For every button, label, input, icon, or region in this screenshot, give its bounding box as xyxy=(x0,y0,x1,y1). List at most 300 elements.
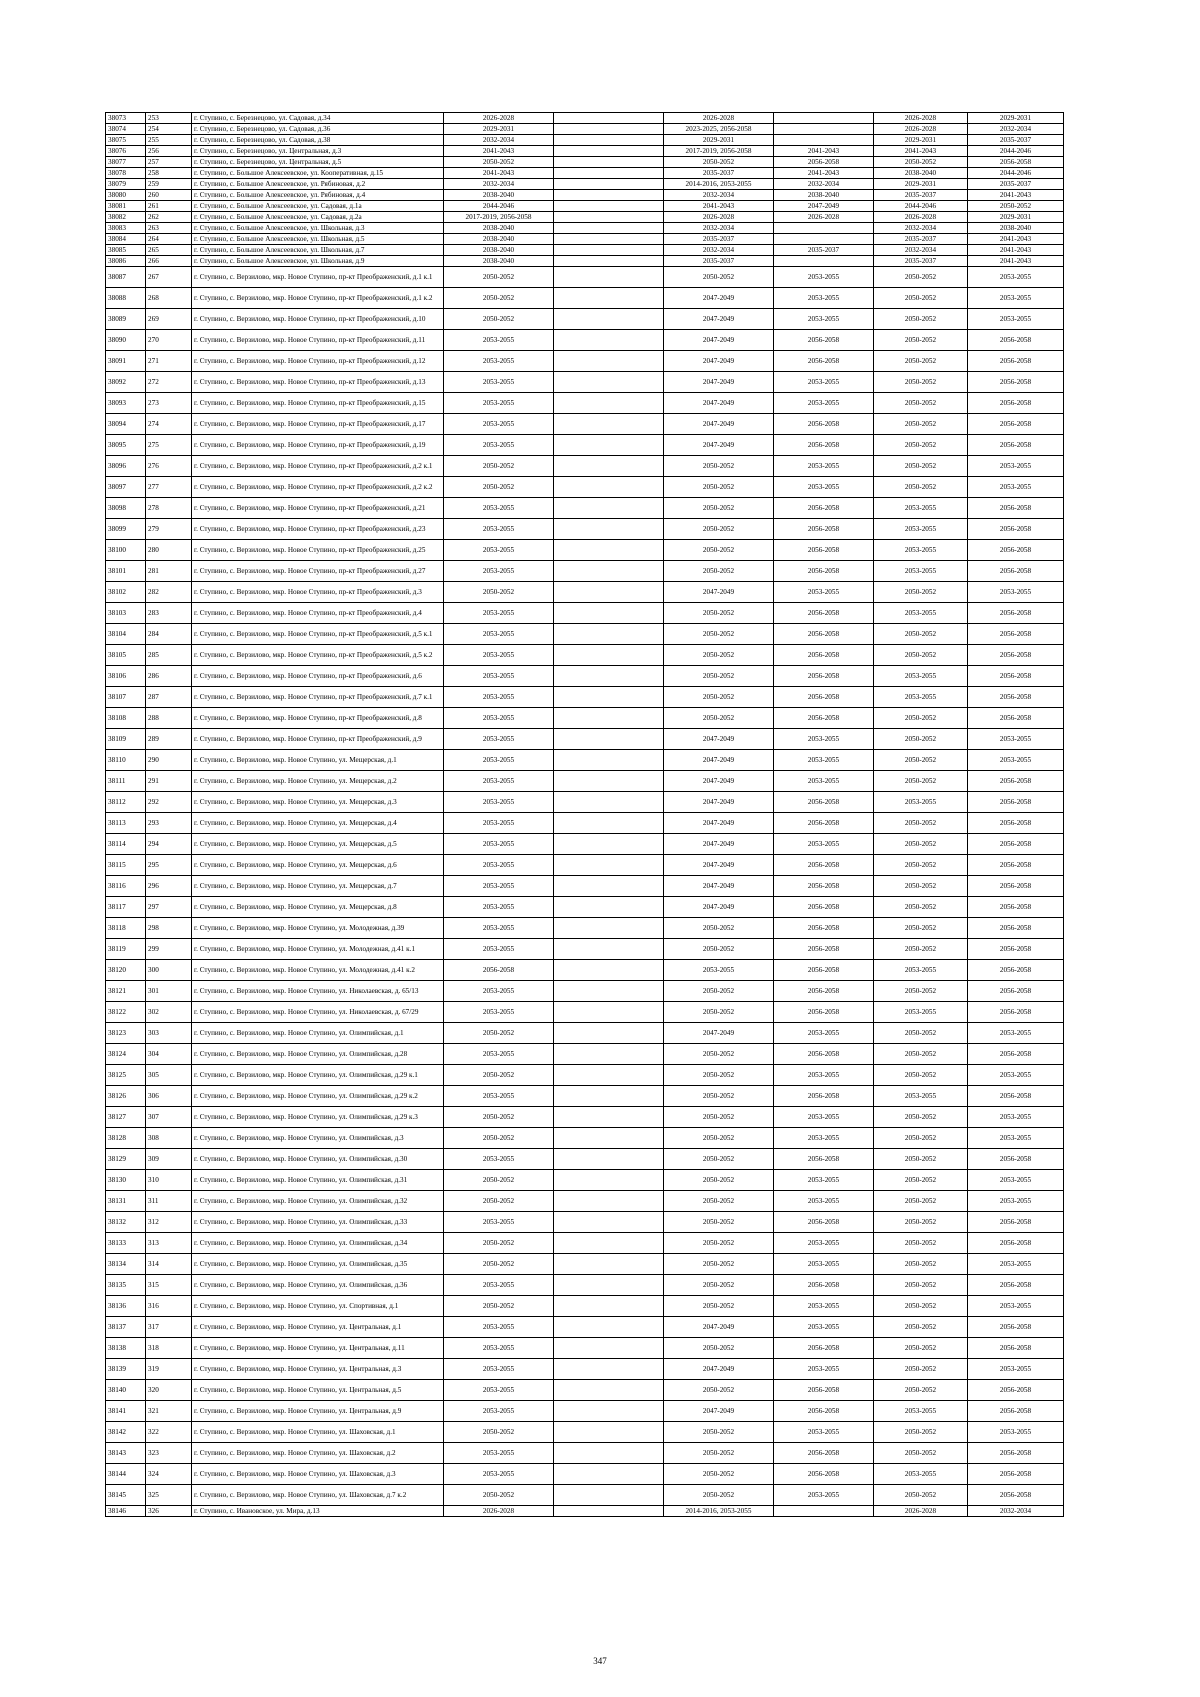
cell-number: 253 xyxy=(146,113,192,124)
table-row xyxy=(106,256,1064,267)
cell-period-5: 2050-2052 xyxy=(874,1149,968,1170)
cell-id: 38094 xyxy=(106,414,146,435)
cell-address: г. Ступино, с. Верзилово, мкр. Новое Ступино, ул. Мещерская, д.8 xyxy=(192,897,444,918)
cell-id: 38103 xyxy=(106,603,146,624)
table-row xyxy=(106,666,1064,687)
cell-period-6: 2053-2055 xyxy=(968,477,1064,498)
cell-period-1: 2053-2055 xyxy=(444,708,554,729)
cell-period-4: 2053-2055 xyxy=(774,582,874,603)
cell-address: г. Ступино, с. Верзилово, мкр. Новое Ступино, пр-кт Преображенский, д.6 xyxy=(192,666,444,687)
cell-period-4: 2056-2058 xyxy=(774,1149,874,1170)
cell-period-2 xyxy=(554,939,664,960)
table-row xyxy=(106,245,1064,256)
cell-address: г. Ступино, с. Верзилово, мкр. Новое Ступино, пр-кт Преображенский, д.3 xyxy=(192,582,444,603)
cell-number: 255 xyxy=(146,135,192,146)
cell-period-4: 2056-2058 xyxy=(774,624,874,645)
cell-period-3: 2026-2028 xyxy=(664,212,774,223)
cell-period-1: 2026-2028 xyxy=(444,113,554,124)
cell-period-5: 2050-2052 xyxy=(874,1254,968,1275)
cell-period-5: 2053-2055 xyxy=(874,561,968,582)
table-row xyxy=(106,582,1064,603)
cell-period-4: 2056-2058 xyxy=(774,792,874,813)
cell-period-4: 2053-2055 xyxy=(774,1128,874,1149)
cell-period-1: 2053-2055 xyxy=(444,414,554,435)
cell-period-2 xyxy=(554,1380,664,1401)
cell-address: г. Ступино, с. Верзилово, мкр. Новое Ступино, ул. Центральная, д.5 xyxy=(192,1380,444,1401)
cell-period-3: 2047-2049 xyxy=(664,414,774,435)
cell-period-5: 2050-2052 xyxy=(874,414,968,435)
cell-id: 38098 xyxy=(106,498,146,519)
cell-period-3: 2047-2049 xyxy=(664,876,774,897)
cell-period-6: 2029-2031 xyxy=(968,113,1064,124)
cell-address: г. Ступино, с. Верзилово, мкр. Новое Ступино, ул. Мещерская, д.1 xyxy=(192,750,444,771)
cell-period-1: 2053-2055 xyxy=(444,540,554,561)
cell-period-3: 2047-2049 xyxy=(664,834,774,855)
cell-id: 38122 xyxy=(106,1002,146,1023)
cell-period-3: 2050-2052 xyxy=(664,1170,774,1191)
cell-period-1: 2050-2052 xyxy=(444,1485,554,1506)
cell-period-4: 2056-2058 xyxy=(774,981,874,1002)
cell-period-1: 2053-2055 xyxy=(444,1338,554,1359)
cell-id: 38142 xyxy=(106,1422,146,1443)
cell-period-5: 2050-2052 xyxy=(874,1317,968,1338)
cell-period-4 xyxy=(774,124,874,135)
cell-period-4 xyxy=(774,223,874,234)
cell-number: 310 xyxy=(146,1170,192,1191)
table-row xyxy=(106,309,1064,330)
table-row xyxy=(106,561,1064,582)
table-row xyxy=(106,372,1064,393)
cell-number: 293 xyxy=(146,813,192,834)
cell-address: г. Ступино, с. Березнецово, ул. Садовая, д.38 xyxy=(192,135,444,146)
cell-period-1: 2053-2055 xyxy=(444,1401,554,1422)
cell-period-5: 2035-2037 xyxy=(874,234,968,245)
cell-period-3: 2050-2052 xyxy=(664,1233,774,1254)
cell-period-3: 2017-2019, 2056-2058 xyxy=(664,146,774,157)
cell-address: г. Ступино, с. Верзилово, мкр. Новое Ступино, ул. Николаевская, д. 67/29 xyxy=(192,1002,444,1023)
cell-id: 38089 xyxy=(106,309,146,330)
cell-address: г. Ступино, с. Верзилово, мкр. Новое Ступино, ул. Олимпийская, д.1 xyxy=(192,1023,444,1044)
cell-address: г. Ступино, с. Верзилово, мкр. Новое Ступино, пр-кт Преображенский, д.2 к.1 xyxy=(192,456,444,477)
cell-period-5: 2053-2055 xyxy=(874,498,968,519)
cell-period-3: 2050-2052 xyxy=(664,1086,774,1107)
cell-period-3: 2047-2049 xyxy=(664,393,774,414)
cell-period-4: 2053-2055 xyxy=(774,1170,874,1191)
cell-id: 38137 xyxy=(106,1317,146,1338)
cell-period-2 xyxy=(554,113,664,124)
cell-period-6: 2056-2058 xyxy=(968,1338,1064,1359)
cell-number: 285 xyxy=(146,645,192,666)
cell-period-5: 2050-2052 xyxy=(874,708,968,729)
cell-period-3: 2053-2055 xyxy=(664,960,774,981)
cell-period-5: 2050-2052 xyxy=(874,1023,968,1044)
cell-id: 38133 xyxy=(106,1233,146,1254)
table-row xyxy=(106,201,1064,212)
cell-period-2 xyxy=(554,414,664,435)
cell-address: г. Ступино, с. Верзилово, мкр. Новое Ступино, ул. Шаховская, д.2 xyxy=(192,1443,444,1464)
cell-period-4: 2056-2058 xyxy=(774,897,874,918)
cell-period-6: 2056-2058 xyxy=(968,771,1064,792)
cell-period-3: 2050-2052 xyxy=(664,1044,774,1065)
cell-address: г. Ступино, с. Березнецово, ул. Центральная, д.5 xyxy=(192,157,444,168)
cell-id: 38123 xyxy=(106,1023,146,1044)
cell-address: г. Ступино, с. Верзилово, мкр. Новое Ступино, ул. Мещерская, д.7 xyxy=(192,876,444,897)
cell-period-1: 2053-2055 xyxy=(444,498,554,519)
cell-period-6: 2053-2055 xyxy=(968,267,1064,288)
cell-id: 38138 xyxy=(106,1338,146,1359)
cell-period-6: 2056-2058 xyxy=(968,918,1064,939)
cell-period-1: 2041-2043 xyxy=(444,146,554,157)
cell-period-4: 2053-2055 xyxy=(774,1065,874,1086)
cell-period-3: 2047-2049 xyxy=(664,351,774,372)
cell-address: г. Ступино, с. Верзилово, мкр. Новое Ступино, пр-кт Преображенский, д.5 к.2 xyxy=(192,645,444,666)
cell-id: 38132 xyxy=(106,1212,146,1233)
cell-period-1: 2053-2055 xyxy=(444,1317,554,1338)
cell-number: 316 xyxy=(146,1296,192,1317)
cell-address: г. Ступино, с. Верзилово, мкр. Новое Ступино, пр-кт Преображенский, д.13 xyxy=(192,372,444,393)
table-row xyxy=(106,939,1064,960)
cell-address: г. Ступино, с. Верзилово, мкр. Новое Ступино, пр-кт Преображенский, д.23 xyxy=(192,519,444,540)
cell-period-4: 2056-2058 xyxy=(774,1002,874,1023)
cell-period-2 xyxy=(554,372,664,393)
cell-id: 38143 xyxy=(106,1443,146,1464)
cell-id: 38076 xyxy=(106,146,146,157)
cell-address: г. Ступино, с. Верзилово, мкр. Новое Ступино, ул. Мещерская, д.3 xyxy=(192,792,444,813)
cell-id: 38115 xyxy=(106,855,146,876)
cell-period-6: 2053-2055 xyxy=(968,1191,1064,1212)
cell-period-6: 2056-2058 xyxy=(968,330,1064,351)
cell-number: 289 xyxy=(146,729,192,750)
cell-period-2 xyxy=(554,1233,664,1254)
cell-period-5: 2026-2028 xyxy=(874,124,968,135)
cell-id: 38145 xyxy=(106,1485,146,1506)
cell-address: г. Ступино, с. Верзилово, мкр. Новое Ступино, ул. Центральная, д.1 xyxy=(192,1317,444,1338)
cell-address: г. Ступино, с. Верзилово, мкр. Новое Ступино, ул. Олимпийская, д.32 xyxy=(192,1191,444,1212)
cell-period-4: 2056-2058 xyxy=(774,813,874,834)
table-row xyxy=(106,1044,1064,1065)
cell-period-6: 2056-2058 xyxy=(968,981,1064,1002)
cell-period-1: 2050-2052 xyxy=(444,1233,554,1254)
table-row xyxy=(106,1233,1064,1254)
table-row xyxy=(106,897,1064,918)
cell-period-4: 2053-2055 xyxy=(774,372,874,393)
cell-period-4: 2056-2058 xyxy=(774,414,874,435)
cell-address: г. Ступино, с. Большое Алексеевское, ул. Садовая, д.1а xyxy=(192,201,444,212)
cell-period-5: 2050-2052 xyxy=(874,1380,968,1401)
cell-period-4: 2053-2055 xyxy=(774,1359,874,1380)
cell-address: г. Ступино, с. Верзилово, мкр. Новое Ступино, ул. Центральная, д.11 xyxy=(192,1338,444,1359)
cell-period-6: 2056-2058 xyxy=(968,1275,1064,1296)
cell-id: 38139 xyxy=(106,1359,146,1380)
cell-period-6: 2053-2055 xyxy=(968,1023,1064,1044)
cell-period-2 xyxy=(554,190,664,201)
table-row xyxy=(106,477,1064,498)
cell-number: 295 xyxy=(146,855,192,876)
cell-address: г. Ступино, с. Верзилово, мкр. Новое Ступино, ул. Мещерская, д.2 xyxy=(192,771,444,792)
cell-period-6: 2053-2055 xyxy=(968,1254,1064,1275)
cell-id: 38141 xyxy=(106,1401,146,1422)
cell-address: г. Ступино, с. Большое Алексеевское, ул. Рябиновая, д.4 xyxy=(192,190,444,201)
cell-number: 322 xyxy=(146,1422,192,1443)
cell-period-3: 2050-2052 xyxy=(664,1254,774,1275)
cell-period-6: 2053-2055 xyxy=(968,1128,1064,1149)
cell-number: 325 xyxy=(146,1485,192,1506)
cell-address: г. Ступино, с. Верзилово, мкр. Новое Ступино, ул. Мещерская, д.5 xyxy=(192,834,444,855)
cell-period-4 xyxy=(774,256,874,267)
cell-address: г. Ступино, с. Большое Алексеевское, ул. Садовая, д.2а xyxy=(192,212,444,223)
cell-number: 301 xyxy=(146,981,192,1002)
cell-period-5: 2050-2052 xyxy=(874,435,968,456)
table-row xyxy=(106,456,1064,477)
cell-period-5: 2050-2052 xyxy=(874,729,968,750)
cell-period-6: 2032-2034 xyxy=(968,124,1064,135)
cell-number: 300 xyxy=(146,960,192,981)
cell-period-4: 2056-2058 xyxy=(774,1380,874,1401)
cell-period-2 xyxy=(554,1275,664,1296)
cell-address: г. Ступино, с. Верзилово, мкр. Новое Ступино, ул. Олимпийская, д.35 xyxy=(192,1254,444,1275)
cell-period-4: 2056-2058 xyxy=(774,1086,874,1107)
cell-period-3: 2050-2052 xyxy=(664,687,774,708)
cell-period-4: 2053-2055 xyxy=(774,267,874,288)
cell-period-6: 2056-2058 xyxy=(968,372,1064,393)
cell-address: г. Ступино, с. Верзилово, мкр. Новое Ступино, пр-кт Преображенский, д.19 xyxy=(192,435,444,456)
cell-id: 38109 xyxy=(106,729,146,750)
cell-number: 279 xyxy=(146,519,192,540)
cell-period-2 xyxy=(554,1296,664,1317)
cell-id: 38135 xyxy=(106,1275,146,1296)
cell-period-1: 2053-2055 xyxy=(444,1002,554,1023)
data-table-sheet xyxy=(105,112,1063,1517)
cell-number: 308 xyxy=(146,1128,192,1149)
table-row xyxy=(106,771,1064,792)
cell-id: 38102 xyxy=(106,582,146,603)
table-row xyxy=(106,146,1064,157)
cell-period-1: 2050-2052 xyxy=(444,1296,554,1317)
cell-period-6: 2053-2055 xyxy=(968,1065,1064,1086)
cell-period-2 xyxy=(554,456,664,477)
cell-period-6: 2041-2043 xyxy=(968,256,1064,267)
cell-period-3: 2047-2049 xyxy=(664,855,774,876)
cell-period-5: 2050-2052 xyxy=(874,876,968,897)
cell-id: 38106 xyxy=(106,666,146,687)
cell-id: 38083 xyxy=(106,223,146,234)
cell-address: г. Ступино, с. Верзилово, мкр. Новое Ступино, ул. Шаховская, д.3 xyxy=(192,1464,444,1485)
cell-period-6: 2044-2046 xyxy=(968,146,1064,157)
cell-period-6: 2056-2058 xyxy=(968,876,1064,897)
cell-period-5: 2050-2052 xyxy=(874,1128,968,1149)
cell-number: 311 xyxy=(146,1191,192,1212)
cell-address: г. Ступино, с. Верзилово, мкр. Новое Ступино, пр-кт Преображенский, д.1 к.1 xyxy=(192,267,444,288)
cell-period-5: 2032-2034 xyxy=(874,245,968,256)
cell-period-3: 2050-2052 xyxy=(664,624,774,645)
cell-address: г. Ступино, с. Верзилово, мкр. Новое Ступино, ул. Молодежная, д.39 xyxy=(192,918,444,939)
cell-number: 323 xyxy=(146,1443,192,1464)
table-row xyxy=(106,1359,1064,1380)
table-row xyxy=(106,179,1064,190)
cell-number: 305 xyxy=(146,1065,192,1086)
cell-period-6: 2056-2058 xyxy=(968,687,1064,708)
cell-period-1: 2053-2055 xyxy=(444,603,554,624)
table-row xyxy=(106,1485,1064,1506)
cell-period-4: 2053-2055 xyxy=(774,393,874,414)
cell-period-6: 2056-2058 xyxy=(968,1149,1064,1170)
cell-id: 38144 xyxy=(106,1464,146,1485)
cell-period-5: 2050-2052 xyxy=(874,1422,968,1443)
cell-address: г. Ступино, с. Верзилово, мкр. Новое Ступино, ул. Мещерская, д.6 xyxy=(192,855,444,876)
table-row xyxy=(106,729,1064,750)
cell-id: 38140 xyxy=(106,1380,146,1401)
cell-period-2 xyxy=(554,1107,664,1128)
cell-period-1: 2053-2055 xyxy=(444,666,554,687)
cell-address: г. Ступино, с. Большое Алексеевское, ул. Школьная, д.5 xyxy=(192,234,444,245)
cell-period-1: 2053-2055 xyxy=(444,750,554,771)
table-row xyxy=(106,267,1064,288)
cell-number: 275 xyxy=(146,435,192,456)
cell-period-3: 2035-2037 xyxy=(664,256,774,267)
cell-period-5: 2050-2052 xyxy=(874,750,968,771)
cell-period-6: 2053-2055 xyxy=(968,582,1064,603)
cell-period-6: 2038-2040 xyxy=(968,223,1064,234)
cell-id: 38126 xyxy=(106,1086,146,1107)
cell-period-5: 2053-2055 xyxy=(874,519,968,540)
cell-period-2 xyxy=(554,1002,664,1023)
cell-period-5: 2053-2055 xyxy=(874,603,968,624)
cell-id: 38128 xyxy=(106,1128,146,1149)
cell-period-2 xyxy=(554,666,664,687)
cell-number: 318 xyxy=(146,1338,192,1359)
cell-number: 299 xyxy=(146,939,192,960)
cell-id: 38099 xyxy=(106,519,146,540)
cell-address: г. Ступино, с. Верзилово, мкр. Новое Ступино, ул. Олимпийская, д.29 к.1 xyxy=(192,1065,444,1086)
cell-period-5: 2053-2055 xyxy=(874,1464,968,1485)
table-row xyxy=(106,113,1064,124)
cell-number: 292 xyxy=(146,792,192,813)
cell-period-3: 2050-2052 xyxy=(664,1191,774,1212)
cell-address: г. Ступино, с. Верзилово, мкр. Новое Ступино, ул. Олимпийская, д.33 xyxy=(192,1212,444,1233)
cell-number: 260 xyxy=(146,190,192,201)
cell-period-5: 2050-2052 xyxy=(874,897,968,918)
cell-period-3: 2047-2049 xyxy=(664,897,774,918)
table-row xyxy=(106,1086,1064,1107)
cell-address: г. Ступино, с. Верзилово, мкр. Новое Ступино, пр-кт Преображенский, д.17 xyxy=(192,414,444,435)
cell-period-5: 2026-2028 xyxy=(874,212,968,223)
cell-period-2 xyxy=(554,477,664,498)
cell-address: г. Ступино, с. Верзилово, мкр. Новое Ступино, ул. Николаевская, д. 65/13 xyxy=(192,981,444,1002)
cell-period-6: 2056-2058 xyxy=(968,1443,1064,1464)
cell-period-6: 2056-2058 xyxy=(968,414,1064,435)
cell-number: 317 xyxy=(146,1317,192,1338)
cell-period-1: 2053-2055 xyxy=(444,561,554,582)
cell-period-3: 2041-2043 xyxy=(664,201,774,212)
cell-period-1: 2053-2055 xyxy=(444,351,554,372)
cell-period-2 xyxy=(554,1170,664,1191)
cell-period-3: 2014-2016, 2053-2055 xyxy=(664,179,774,190)
table-row xyxy=(106,687,1064,708)
cell-period-3: 2047-2049 xyxy=(664,372,774,393)
cell-period-1: 2053-2055 xyxy=(444,1044,554,1065)
cell-number: 287 xyxy=(146,687,192,708)
table-row xyxy=(106,1296,1064,1317)
cell-address: г. Ступино, с. Верзилово, мкр. Новое Ступино, пр-кт Преображенский, д.21 xyxy=(192,498,444,519)
cell-period-3: 2050-2052 xyxy=(664,519,774,540)
cell-period-2 xyxy=(554,834,664,855)
cell-period-4: 2056-2058 xyxy=(774,645,874,666)
cell-period-4: 2056-2058 xyxy=(774,708,874,729)
cell-period-2 xyxy=(554,267,664,288)
cell-period-5: 2050-2052 xyxy=(874,456,968,477)
cell-id: 38073 xyxy=(106,113,146,124)
cell-period-2 xyxy=(554,876,664,897)
table-row xyxy=(106,1275,1064,1296)
cell-period-2 xyxy=(554,435,664,456)
cell-period-2 xyxy=(554,393,664,414)
cell-period-2 xyxy=(554,645,664,666)
cell-period-4: 2053-2055 xyxy=(774,1317,874,1338)
cell-address: г. Ступино, с. Верзилово, мкр. Новое Ступино, ул. Олимпийская, д.28 xyxy=(192,1044,444,1065)
cell-id: 38114 xyxy=(106,834,146,855)
table-row xyxy=(106,234,1064,245)
cell-id: 38085 xyxy=(106,245,146,256)
cell-period-1: 2053-2055 xyxy=(444,1275,554,1296)
cell-number: 306 xyxy=(146,1086,192,1107)
cell-address: г. Ступино, с. Ивановское, ул. Мира, д.13 xyxy=(192,1506,444,1517)
cell-period-5: 2050-2052 xyxy=(874,1338,968,1359)
cell-period-3: 2050-2052 xyxy=(664,645,774,666)
cell-period-4: 2041-2043 xyxy=(774,168,874,179)
cell-period-1: 2032-2034 xyxy=(444,135,554,146)
cell-period-1: 2050-2052 xyxy=(444,456,554,477)
cell-period-5: 2053-2055 xyxy=(874,666,968,687)
cell-period-5: 2050-2052 xyxy=(874,1170,968,1191)
cell-period-1: 2053-2055 xyxy=(444,330,554,351)
cell-period-6: 2041-2043 xyxy=(968,234,1064,245)
cell-id: 38093 xyxy=(106,393,146,414)
cell-number: 314 xyxy=(146,1254,192,1275)
cell-period-3: 2047-2049 xyxy=(664,1317,774,1338)
cell-period-5: 2050-2052 xyxy=(874,351,968,372)
cell-period-3: 2050-2052 xyxy=(664,1464,774,1485)
cell-period-3: 2050-2052 xyxy=(664,561,774,582)
cell-period-6: 2056-2058 xyxy=(968,939,1064,960)
cell-period-4: 2053-2055 xyxy=(774,477,874,498)
table-row xyxy=(106,168,1064,179)
cell-period-4: 2056-2058 xyxy=(774,157,874,168)
cell-period-3: 2014-2016, 2053-2055 xyxy=(664,1506,774,1517)
cell-period-4: 2056-2058 xyxy=(774,1338,874,1359)
cell-id: 38092 xyxy=(106,372,146,393)
table-row xyxy=(106,750,1064,771)
cell-number: 256 xyxy=(146,146,192,157)
cell-number: 280 xyxy=(146,540,192,561)
table-row xyxy=(106,351,1064,372)
cell-period-1: 2053-2055 xyxy=(444,981,554,1002)
cell-period-2 xyxy=(554,1422,664,1443)
cell-number: 261 xyxy=(146,201,192,212)
cell-period-2 xyxy=(554,1338,664,1359)
table-row xyxy=(106,190,1064,201)
cell-period-4: 2056-2058 xyxy=(774,351,874,372)
table-row xyxy=(106,414,1064,435)
cell-address: г. Ступино, с. Верзилово, мкр. Новое Ступино, пр-кт Преображенский, д.2 к.2 xyxy=(192,477,444,498)
cell-period-3: 2047-2049 xyxy=(664,435,774,456)
cell-period-1: 2053-2055 xyxy=(444,918,554,939)
cell-number: 277 xyxy=(146,477,192,498)
cell-period-5: 2050-2052 xyxy=(874,1191,968,1212)
cell-number: 296 xyxy=(146,876,192,897)
cell-period-5: 2050-2052 xyxy=(874,393,968,414)
cell-address: г. Ступино, с. Верзилово, мкр. Новое Ступино, ул. Олимпийская, д.31 xyxy=(192,1170,444,1191)
cell-period-5: 2035-2037 xyxy=(874,190,968,201)
